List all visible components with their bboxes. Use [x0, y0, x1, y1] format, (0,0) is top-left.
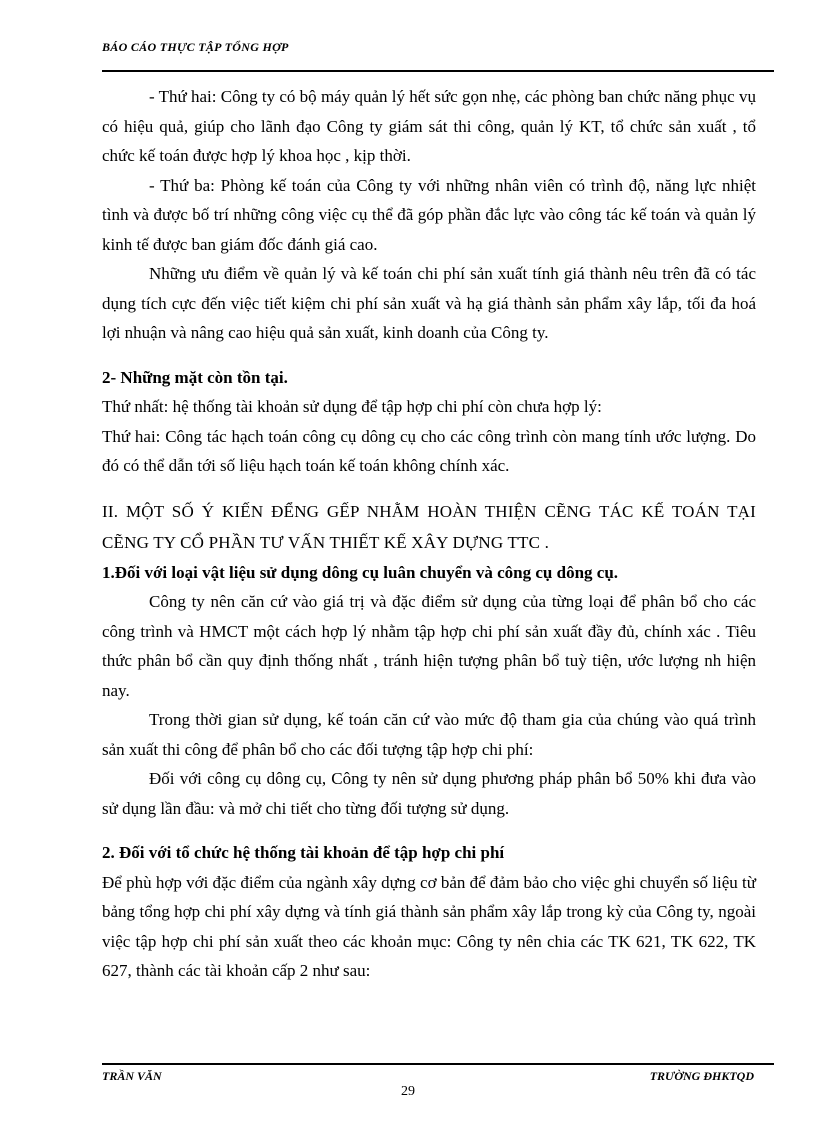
- section-heading-1: 1.Đối với loại vật liệu sử dụng dông cụ luân chuyển và công cụ dông cụ.: [102, 562, 619, 582]
- page-number: 29: [401, 1084, 415, 1099]
- paragraph-can-cu: Công ty nên căn cứ vào giá trị và đặc điểm sử dụng của từng loại để phân bổ cho các công trình và HMCT một cách hợp lý nhằm tập hợp chi phí sản xuất đầy đủ, chính xác . Tiêu thức phân bổ cần quy định thống nhất , tránh hiện tượng phân bổ tuỳ tiện, ước lượng nh hiện nay.: [102, 592, 756, 700]
- chapter-heading-ii: II. MỘT SỐ Ý KIẾN ĐỂNG GẾP NHẰM HOÀN THIỆN CẼNG TÁC KẾ TOÁN TẠI CẼNG TY CỔ PHẦN TƯ VẤN THIẾT KẾ XÂY DỰNG TTC .: [102, 501, 756, 552]
- paragraph-thu-ba: - Thứ ba: Phòng kế toán của Công ty với những nhân viên có trình độ, năng lực nhiệt tình và được bố trí những công việc cụ thể đã góp phần đắc lực vào công tác kế toán và quản lý kinh tế được ban giám đốc đánh giá cao.: [102, 175, 756, 254]
- footer-rule: [102, 1063, 774, 1065]
- section-heading-ton-tai: 2- Những mặt còn tồn tại.: [102, 367, 288, 387]
- section-heading-2: 2. Đối với tổ chức hệ thống tài khoản để tập hợp chi phí: [102, 843, 505, 862]
- paragraph-tai-khoan: Để phù hợp với đặc điểm của ngành xây dựng cơ bản để đảm bảo cho việc ghi chuyển số liệu từ bảng tổng hợp chi phí xây dựng và tính giá thành sản phẩm xây lắp trong kỳ của Công ty, ngoài việc tập hợp chi phí sản xuất theo các khoản mục: Công ty nên chia các TK 621, TK 622, TK 627, thành các tài khoản cấp 2 như sau:: [102, 872, 756, 980]
- page-body: [102, 82, 756, 986]
- paragraph-thoi-gian: Trong thời gian sử dụng, kế toán căn cứ vào mức độ tham gia của chúng vào quá trình sản xuất thi công để phân bổ cho các đối tượng tập hợp chi phí:: [102, 710, 756, 759]
- page-header: BÁO CÁO THỰC TẬP TỔNG HỢP: [102, 40, 289, 54]
- paragraph-thu-hai-ton-tai: Thứ hai: Công tác hạch toán công cụ dông cụ cho các công trình còn mang tính ước lượng. Do đó có thể dẫn tới số liệu hạch toán kế toán không chính xác.: [102, 426, 756, 475]
- footer-school: TRƯỜNG ĐHKTQD: [649, 1069, 754, 1083]
- header-rule: [102, 70, 774, 72]
- paragraph-thu-hai: - Thứ hai: Công ty có bộ máy quản lý hết sức gọn nhẹ, các phòng ban chức năng phục vụ có hiệu quả, giúp cho lãnh đạo Công ty giám sát thi công, quản lý KT, tổ chức sản xuất , tổ chức kế toán được hợp lý khoa học , kịp thời.: [102, 87, 756, 165]
- paragraph-thu-nhat: Thứ nhất: hệ thống tài khoản sử dụng để tập hợp chi phí còn chưa hợp lý:: [102, 397, 602, 416]
- paragraph-50-percent: Đối với công cụ dông cụ, Công ty nên sử dụng phương pháp phân bổ 50% khi đưa vào sử dụng lần đầu: và mở chi tiết cho từng đối tượng sử dụng.: [102, 769, 756, 818]
- footer-author: TRẦN VĂN: [102, 1069, 162, 1083]
- paragraph-uu-diem: Những ưu điểm về quản lý và kế toán chi phí sản xuất tính giá thành nêu trên đã có tác dụng tích cực đến việc tiết kiệm chi phí sản xuất và hạ giá thành sản phẩm xây lắp, tối đa hoá lợi nhuận và nâng cao hiệu quả sản xuất, kinh doanh của Công ty.: [102, 264, 756, 342]
